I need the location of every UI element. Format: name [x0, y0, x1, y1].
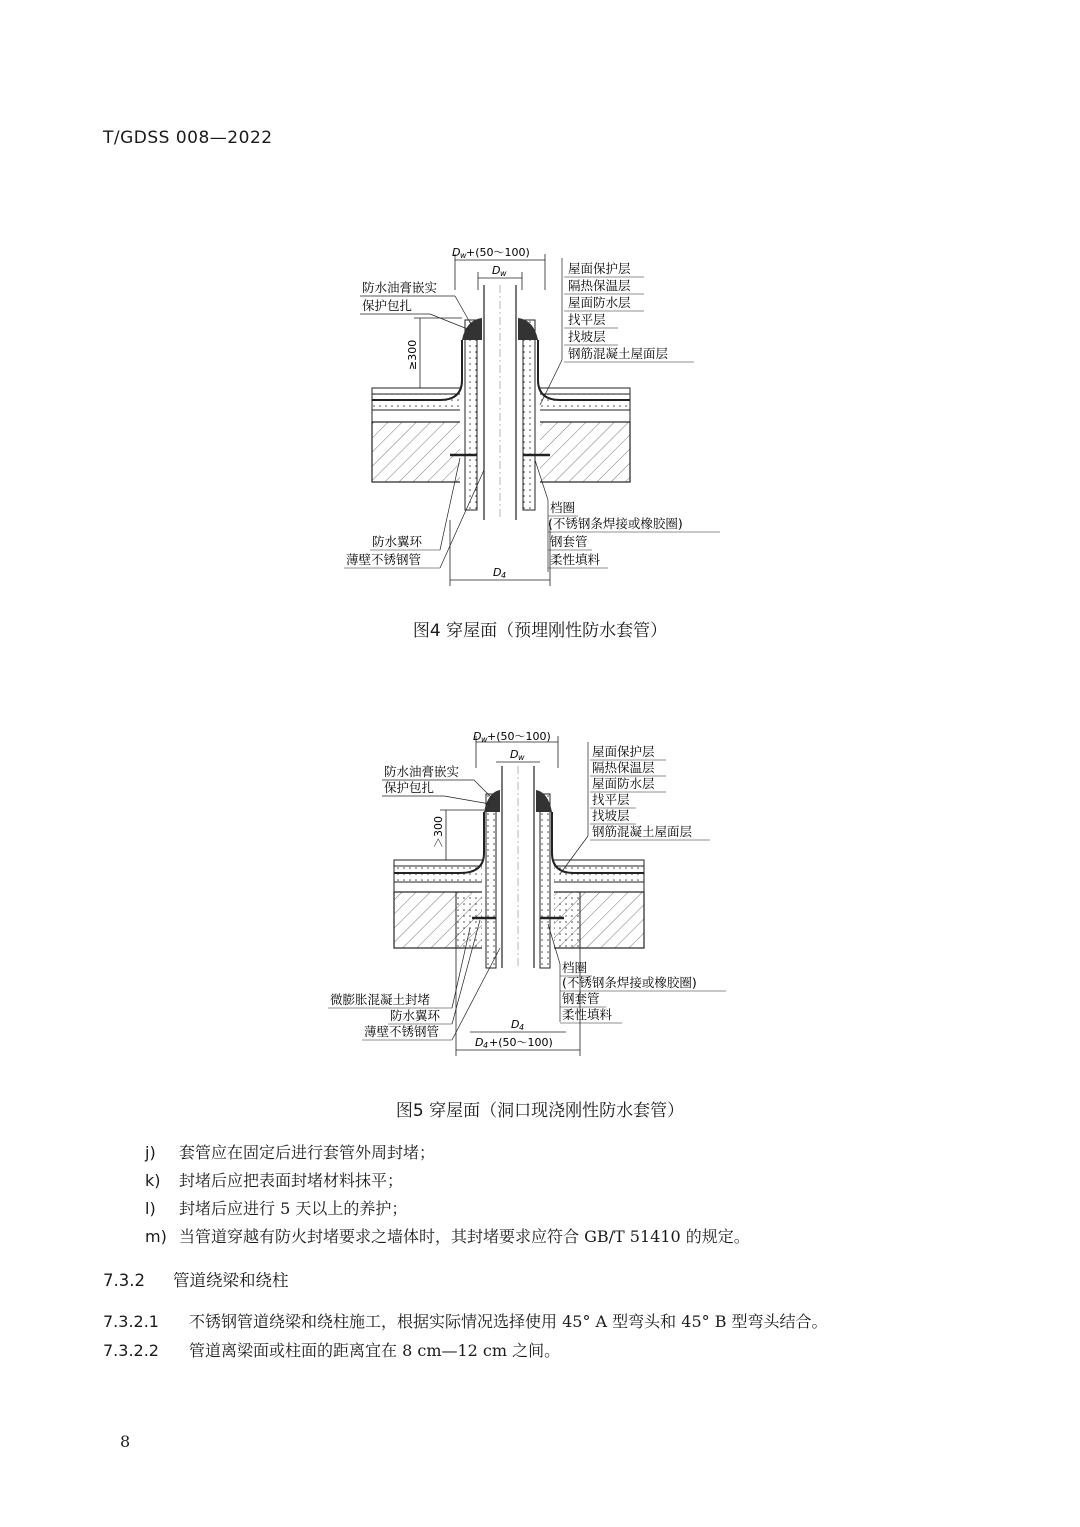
- fig5-dim-d4b-sub: 4: [483, 1041, 489, 1050]
- list-item-key: j): [145, 1143, 156, 1162]
- fig4-dim-dw-outer-sub: w: [460, 251, 467, 260]
- fig4-label-rb0: 档圈: [550, 500, 576, 515]
- fig4-label-r3: 找平层: [568, 312, 606, 327]
- fig4-label-r0: 屋面保护层: [568, 261, 631, 276]
- fig4-dim-d4-sub: 4: [501, 571, 507, 580]
- paragraph-7-3-2-2: [103, 1338, 560, 1361]
- fig4-dim-top: +(50～100): [466, 246, 530, 259]
- fig5-dim-dw-outer-sub: w: [481, 735, 488, 744]
- fig5-dim-d4: D: [511, 1018, 520, 1031]
- figure-5-caption: 图5 穿屋面（洞口现浇刚性防水套管）: [395, 1101, 685, 1121]
- fig4-label-rb1: (不锈钢条焊接或橡胶圈): [548, 516, 683, 531]
- fig4-label-wrap: 保护包扎: [362, 298, 413, 313]
- list-item-m: [145, 1224, 750, 1247]
- fig5-label-r2: 屋面防水层: [592, 776, 655, 791]
- fig4-dim-dw: D: [492, 264, 501, 277]
- fig4-label-lb1: 薄壁不锈钢管: [346, 552, 422, 567]
- sleeve-right: [523, 320, 535, 510]
- fig4-label-r4: 找坡层: [568, 329, 606, 344]
- page-number: 8: [120, 1432, 131, 1451]
- figure-5-diagram: [0, 728, 1080, 1068]
- fig5-dim-d4b: D: [475, 1036, 484, 1049]
- fig5-label-rb3: 柔性填料: [562, 1007, 613, 1022]
- fig4-label-rb3: 柔性填料: [550, 552, 601, 567]
- figure-4-diagram: [0, 230, 1080, 610]
- fig5-label-lb1: 防水翼环: [390, 1008, 441, 1023]
- sleeve-left: [465, 320, 477, 510]
- section-title: 管道绕梁和绕柱: [173, 1271, 289, 1290]
- list-item-text: 套管应在固定后进行套管外周封堵；: [179, 1143, 436, 1162]
- figure-4-caption: 图4 穿屋面（预埋刚性防水套管）: [412, 621, 668, 641]
- list-item-text: 当管道穿越有防火封堵要求之墙体时，其封堵要求应符合 GB/T 51410 的规定。: [179, 1227, 750, 1246]
- fig5-label-lb2: 薄壁不锈钢管: [364, 1024, 440, 1039]
- fig4-height-label: ≥300: [406, 339, 419, 370]
- fig4-right-bottom-labels: [548, 500, 720, 568]
- list-item-k: [145, 1168, 403, 1191]
- list-item-key: k): [145, 1171, 161, 1190]
- fig5-dim-bottom2: +(50～100): [489, 1036, 553, 1049]
- fig5-right-top-labels: [590, 744, 710, 840]
- fig5-label-rb2: 钢套管: [562, 991, 600, 1006]
- list-item-key: l): [145, 1199, 156, 1218]
- fig5-label-lb0: 微膨胀混凝土封堵: [330, 992, 431, 1007]
- list-item-text: 封堵后应进行 5 天以上的养护；: [179, 1199, 408, 1218]
- document-code: T/GDSS 008—2022: [103, 128, 273, 148]
- fig5-label-rb0: 档圈: [562, 960, 588, 975]
- section-number: 7.3.2: [103, 1271, 145, 1290]
- list-item-l: [145, 1196, 407, 1219]
- fig5-label-wrap: 保护包扎: [384, 780, 435, 795]
- fig5-label-r4: 找坡层: [592, 808, 630, 823]
- fig5-label-r3: 找平层: [592, 792, 630, 807]
- fig4-right-top-labels: [564, 261, 694, 362]
- section-heading: [103, 1267, 289, 1291]
- fig5-label-r1: 隔热保温层: [592, 760, 655, 775]
- fig4-label-lb0: 防水翼环: [372, 534, 423, 549]
- paragraph-number: 7.3.2.1: [103, 1312, 159, 1331]
- fig5-label-r5: 钢筋混凝土屋面层: [592, 824, 693, 839]
- fig4-dim-dw-sub: w: [500, 269, 507, 278]
- fig5-label-r0: 屋面保护层: [592, 744, 655, 759]
- fig4-label-r2: 屋面防水层: [568, 295, 631, 310]
- paragraph-text: 不锈钢管道绕梁和绕柱施工，根据实际情况选择使用 45° A 型弯头和 45° B 型弯头结合。: [189, 1312, 828, 1331]
- fig4-dim-d4: D: [493, 566, 502, 579]
- fig5-label-rb1: (不锈钢条焊接或橡胶圈): [562, 975, 697, 990]
- fig5-dim-top: +(50～100): [487, 730, 551, 743]
- fig4-label-rb2: 钢套管: [550, 534, 588, 549]
- fig5-dim-d4-sub: 4: [519, 1023, 525, 1032]
- fig4-left-bottom-labels: [344, 534, 440, 568]
- fig5-dim-dw-sub: w: [518, 753, 525, 762]
- fig5-right-bottom-labels: [560, 960, 726, 1023]
- fig4-label-r5: 钢筋混凝土屋面层: [568, 346, 669, 361]
- fig5-height-label: ＞300: [432, 816, 445, 848]
- fig4-label-sealant: 防水油膏嵌实: [362, 280, 438, 295]
- list-item-text: 封堵后应把表面封堵材料抹平；: [179, 1171, 404, 1190]
- paragraph-number: 7.3.2.2: [103, 1341, 159, 1360]
- fig5-label-sealant: 防水油膏嵌实: [384, 764, 460, 779]
- paragraph-7-3-2-1: [103, 1309, 828, 1332]
- list-item-j: [145, 1140, 435, 1163]
- fig4-dim-dw-outer: D: [452, 246, 461, 259]
- fig5-dim-dw-outer: D: [473, 730, 482, 743]
- fig4-label-r1: 隔热保温层: [568, 278, 631, 293]
- fig5-dim-dw: D: [510, 748, 519, 761]
- fig5-left-bottom-labels: [328, 992, 452, 1040]
- list-item-key: m): [145, 1227, 167, 1246]
- paragraph-text: 管道离梁面或柱面的距离宜在 8 cm—12 cm 之间。: [189, 1341, 561, 1360]
